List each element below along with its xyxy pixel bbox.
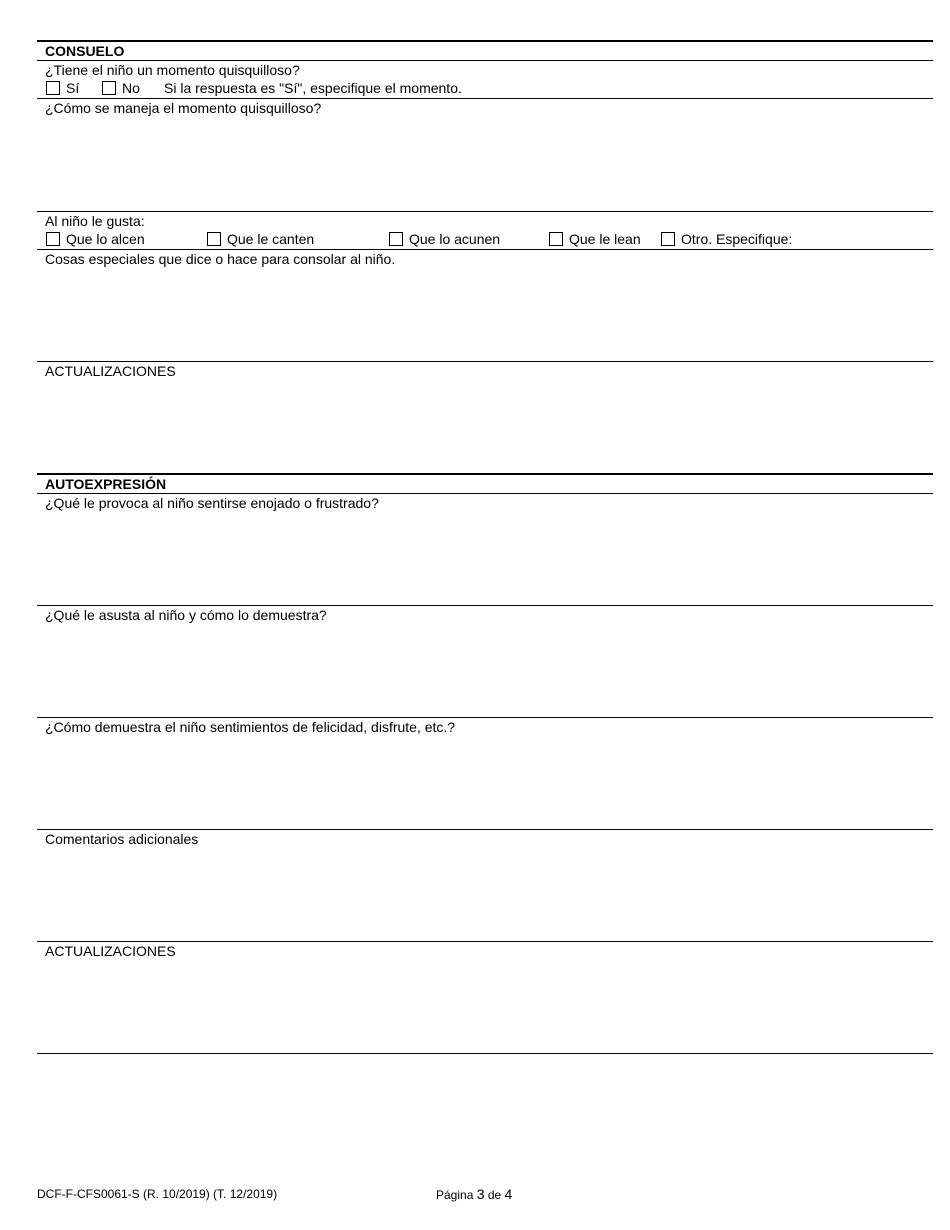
angry-label: ¿Qué le provoca al niño sentirse enojado o frustrado? <box>45 495 379 511</box>
likes-held-checkbox[interactable] <box>46 232 60 246</box>
fussy-yes-checkbox[interactable] <box>46 81 60 95</box>
fussy-no-label: No <box>122 80 140 96</box>
section-title-autoexpresion: AUTOEXPRESIÓN <box>37 473 933 493</box>
fussy-yes-label: Sí <box>66 80 80 96</box>
fussy-yes-note: Si la respuesta es "Sí", especifique el momento. <box>164 80 462 96</box>
likes-sung-checkbox[interactable] <box>207 232 221 246</box>
likes-option-held[interactable] <box>46 231 145 247</box>
likes-option-other[interactable] <box>661 231 792 247</box>
likes-read-checkbox[interactable] <box>549 232 563 246</box>
handle-fussy-field[interactable] <box>37 98 933 211</box>
likes-option-rocked[interactable] <box>389 231 500 247</box>
section-title-consuelo: CONSUELO <box>37 40 933 60</box>
form-page <box>37 40 933 1054</box>
likes-read-label: Que le lean <box>569 231 641 247</box>
form-bottom-rule <box>37 1053 933 1054</box>
special-things-field[interactable] <box>37 249 933 361</box>
page-prefix: Página <box>436 1188 477 1202</box>
likes-other-checkbox[interactable] <box>661 232 675 246</box>
likes-label: Al niño le gusta: <box>45 213 145 229</box>
likes-rocked-label: Que lo acunen <box>409 231 501 247</box>
fussy-yes-option[interactable] <box>46 80 79 96</box>
likes-held-label: Que lo alcen <box>66 231 145 247</box>
likes-options <box>37 230 933 249</box>
scared-field[interactable] <box>37 605 933 717</box>
page-number <box>436 1186 512 1203</box>
likes-rocked-checkbox[interactable] <box>389 232 403 246</box>
autoexpresion-updates-field[interactable] <box>37 941 933 1053</box>
angry-field[interactable] <box>37 493 933 605</box>
happy-label: ¿Cómo demuestra el niño sentimientos de felicidad, disfrute, etc.? <box>45 719 456 735</box>
consuelo-updates-label: ACTUALIZACIONES <box>45 363 176 379</box>
likes-option-sung[interactable] <box>207 231 314 247</box>
page-footer <box>37 1186 933 1202</box>
likes-option-read[interactable] <box>549 231 641 247</box>
fussy-no-option[interactable] <box>102 80 140 96</box>
likes-block <box>37 211 933 249</box>
handle-fussy-label: ¿Cómo se maneja el momento quisquilloso? <box>45 100 322 116</box>
fussy-time-block <box>37 60 933 98</box>
consuelo-updates-field[interactable] <box>37 361 933 473</box>
likes-sung-label: Que le canten <box>227 231 315 247</box>
happy-field[interactable] <box>37 717 933 829</box>
comments-label: Comentarios adicionales <box>45 831 199 847</box>
scared-label: ¿Qué le asusta al niño y cómo lo demuestra? <box>45 607 327 623</box>
page-current: 3 <box>476 1186 485 1202</box>
likes-other-label: Otro. Especifique: <box>681 231 793 247</box>
fussy-time-options <box>37 79 933 98</box>
fussy-time-question: ¿Tiene el niño un momento quisquilloso? <box>45 62 300 78</box>
page-middle: de <box>484 1188 505 1202</box>
autoexpresion-updates-label: ACTUALIZACIONES <box>45 943 176 959</box>
comments-field[interactable] <box>37 829 933 941</box>
form-code: DCF-F-CFS0061-S (R. 10/2019) (T. 12/2019) <box>37 1187 278 1201</box>
fussy-no-checkbox[interactable] <box>102 81 116 95</box>
special-things-label: Cosas especiales que dice o hace para consolar al niño. <box>45 251 396 267</box>
page-total: 4 <box>504 1186 513 1202</box>
